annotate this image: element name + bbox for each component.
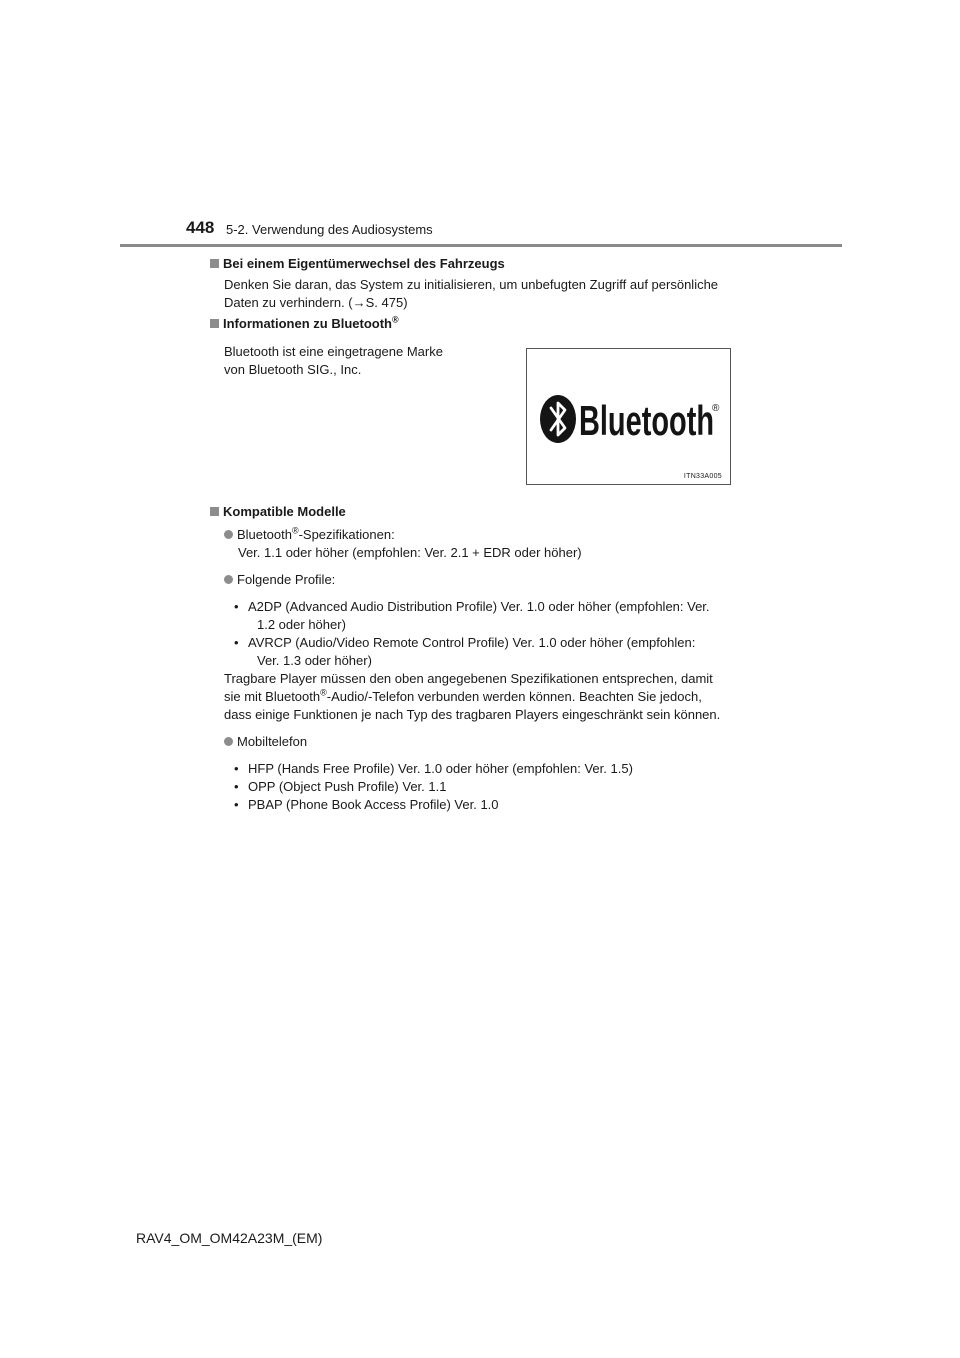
circle-bullet-icon xyxy=(224,575,233,584)
compatible-heading: Kompatible Modelle xyxy=(210,503,750,521)
owner-change-heading: Bei einem Eigentümerwechsel des Fahrzeugs xyxy=(210,255,750,273)
profiles-list xyxy=(210,598,750,670)
bluetooth-logo-reg: ® xyxy=(712,403,720,414)
list-item: • AVRCP (Audio/Video Remote Control Profile) Ver. 1.0 oder höher (empfohlen: Ver. 1.3 oder höher) xyxy=(234,635,696,668)
profiles-item: Folgende Profile: xyxy=(210,571,750,589)
circle-bullet-icon xyxy=(224,737,233,746)
square-bullet-icon xyxy=(210,319,219,328)
bluetooth-logo xyxy=(527,349,732,486)
arrow-right-icon: → xyxy=(352,295,366,310)
mobile-item: Mobiltelefon xyxy=(210,733,750,751)
section-title: 5-2. Verwendung des Audiosystems xyxy=(226,222,433,237)
section-compatible-models xyxy=(210,503,750,814)
list-item: • HFP (Hands Free Profile) Ver. 1.0 oder höher (empfohlen: Ver. 1.5) xyxy=(234,761,633,776)
spec-item: Bluetooth®-Spezifikationen: Ver. 1.1 oder höher (empfohlen: Ver. 2.1 + EDR oder höher) xyxy=(210,526,750,562)
square-bullet-icon xyxy=(210,259,219,268)
document-code: RAV4_OM_OM42A23M_(EM) xyxy=(136,1230,323,1246)
list-item: • A2DP (Advanced Audio Distribution Profile) Ver. 1.0 oder höher (empfohlen: Ver. 1.2 oder höher) xyxy=(234,599,710,632)
mobile-profiles-list xyxy=(210,760,750,814)
bluetooth-trademark-text: Bluetooth ist eine eingetragene Marke von Bluetooth SIG., Inc. xyxy=(224,344,443,377)
header-rule xyxy=(120,244,842,247)
bluetooth-logo-figure xyxy=(526,348,731,485)
square-bullet-icon xyxy=(210,507,219,516)
bluetooth-logo-word: Bluetooth xyxy=(579,397,714,444)
circle-bullet-icon xyxy=(224,530,233,539)
figure-code: ITN33A005 xyxy=(683,473,722,480)
bluetooth-info-heading: Informationen zu Bluetooth® xyxy=(210,315,750,333)
page-number: 448 xyxy=(186,218,215,237)
list-item: • PBAP (Phone Book Access Profile) Ver. 1.0 xyxy=(234,797,499,812)
section-owner-change xyxy=(210,255,750,312)
owner-change-text: Denken Sie daran, das System zu initialisieren, um unbefugten Zugriff auf persönliche Daten zu verhindern. (→S. 475) xyxy=(224,277,719,310)
portable-players-note: Tragbare Player müssen den oben angegebenen Spezifikationen entsprechen, damit sie mit Bluetooth®-Audio/-Telefon verbunden werden können. Beachten Sie jedoch, dass einige Funktionen je nach Typ des tragbaren Players eingeschränkt sein können. xyxy=(224,671,721,722)
list-item: • OPP (Object Push Profile) Ver. 1.1 xyxy=(234,779,447,794)
